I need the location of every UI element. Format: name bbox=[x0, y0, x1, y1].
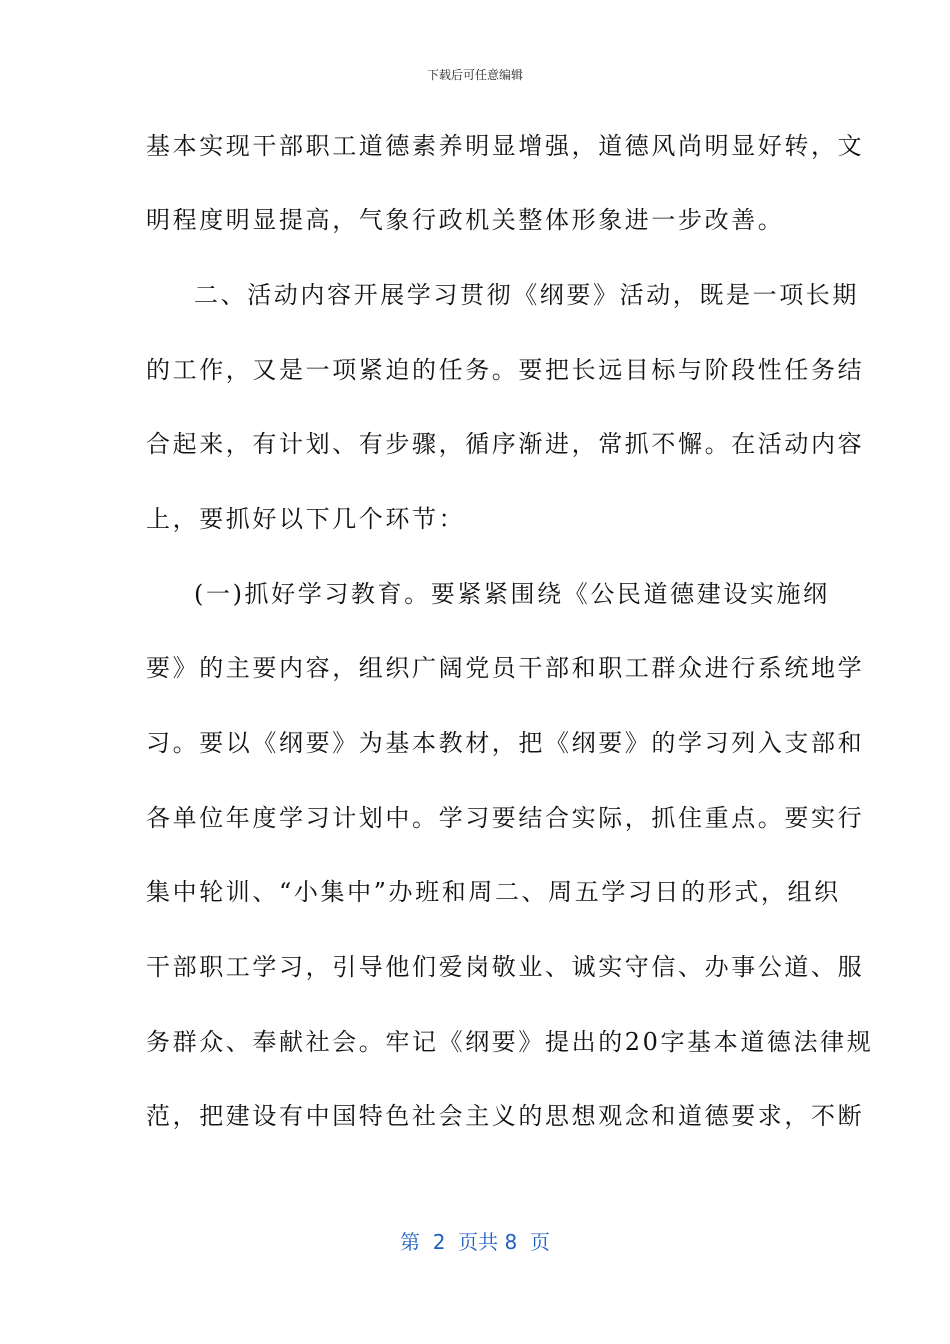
paragraph-line: 范，把建设有中国特色社会主义的思想观念和道德要求，不断 bbox=[146, 1102, 865, 1130]
paragraph-line: 上，要抓好以下几个环节： bbox=[146, 505, 466, 533]
paragraph-line: 各单位年度学习计划中。学习要结合实际，抓住重点。要实行 bbox=[146, 804, 865, 832]
paragraph-line: 明程度明显提高，气象行政机关整体形象进一步改善。 bbox=[146, 206, 785, 234]
paragraph-line: 习。要以《纲要》为基本教材，把《纲要》的学习列入支部和 bbox=[146, 729, 865, 757]
page-number-footer: 第 2 页共 8 页 bbox=[400, 1230, 550, 1254]
paragraph-line: 的工作，又是一项紧迫的任务。要把长远目标与阶段性任务结 bbox=[146, 356, 865, 384]
paragraph-line: 集中轮训、“小集中”办班和周二、周五学习日的形式，组织 bbox=[146, 878, 841, 906]
page-header: 下载后可任意编辑 bbox=[426, 68, 523, 82]
paragraph-line: 干部职工学习，引导他们爱岗敬业、诚实守信、办事公道、服 bbox=[146, 953, 865, 981]
paragraph-line: 要》的主要内容，组织广阔党员干部和职工群众进行系统地学 bbox=[146, 654, 865, 682]
paragraph-line: (一)抓好学习教育。要紧紧围绕《公民道德建设实施纲 bbox=[194, 580, 830, 608]
paragraph-line: 基本实现干部职工道德素养明显增强，道德风尚明显好转，文 bbox=[146, 132, 865, 160]
paragraph-line: 合起来，有计划、有步骤，循序渐进，常抓不懈。在活动内容 bbox=[146, 430, 865, 458]
paragraph-line: 务群众、奉献社会。牢记《纲要》提出的20字基本道德法律规 bbox=[146, 1028, 874, 1056]
paragraph-line: 二、活动内容开展学习贯彻《纲要》活动，既是一项长期 bbox=[194, 281, 859, 309]
